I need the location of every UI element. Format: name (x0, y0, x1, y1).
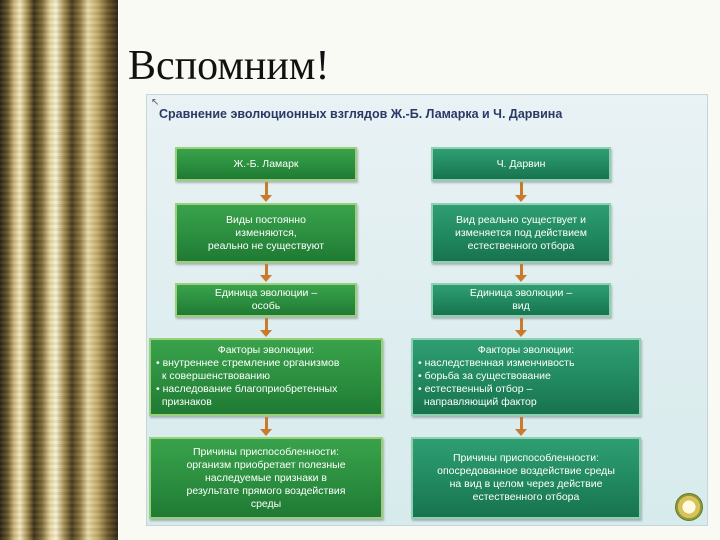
lamarck-factors-title: Факторы эволюции: (217, 344, 315, 356)
darwin-unit-line: Единица эволюции – (469, 287, 573, 299)
lamarck-adaptation-line: организм приобретает полезные (186, 458, 346, 471)
lamarck-adaptation-line: Причины приспособленности: (192, 445, 339, 458)
lamarck-header: Ж.-Б. Ламарк (233, 157, 299, 170)
lamarck-factor-line: к совершенствованию (156, 370, 270, 382)
slide-title: Вспомним! (128, 43, 330, 89)
lamarck-adaptation-line: результате прямого воздействия (186, 484, 346, 497)
lamarck-header-box (175, 147, 357, 181)
lamarck-species-line: реально не существуют (207, 239, 325, 252)
lamarck-species-line: Виды постоянно (226, 213, 306, 226)
lamarck-unit-box (175, 283, 357, 317)
lamarck-adaptation-line: наследуемые признаки в (204, 471, 328, 484)
darwin-factor-line: • наследственная изменчивость (418, 357, 575, 369)
diagram-title: Сравнение эволюционных взглядов Ж.-Б. Ламарка и Ч. Дарвина (159, 107, 563, 121)
lamarck-factor-line: признаков (156, 396, 212, 408)
darwin-adaptation-line: опосредованное воздействие среды (437, 465, 615, 477)
lamarck-adaptation-box (149, 437, 383, 519)
darwin-species-line: изменяется под действием (455, 226, 587, 239)
lamarck-species-line: изменяются, (235, 226, 297, 239)
darwin-factor-line: • борьба за существование (418, 370, 551, 382)
darwin-adaptation-line: естественного отбора (472, 491, 580, 503)
lamarck-factor-line: • внутреннее стремление организмов (156, 357, 340, 369)
darwin-header-box (431, 147, 611, 181)
lamarck-factor-line: • наследование благоприобретенных (156, 383, 338, 395)
cursor-icon: ↖ (151, 97, 160, 108)
darwin-unit-line: вид (512, 300, 530, 312)
darwin-header: Ч. Дарвин (496, 157, 546, 170)
darwin-species-line: естественного отбора (467, 239, 575, 252)
emblem-icon (675, 493, 703, 521)
lamarck-unit-line: Единица эволюции – (214, 287, 318, 299)
lamarck-adaptation-line: среды (250, 497, 282, 510)
darwin-factor-line: • естественный отбор – (418, 383, 533, 395)
darwin-species-box (431, 203, 611, 263)
lamarck-factors-box (149, 338, 383, 416)
darwin-adaptation-box (411, 437, 641, 519)
decorative-pillar (0, 0, 118, 540)
darwin-factor-line: направляющий фактор (418, 396, 537, 408)
comparison-diagram (146, 94, 708, 526)
darwin-species-line: Вид реально существует и (455, 213, 587, 226)
darwin-adaptation-line: на вид в целом через действие (449, 478, 603, 490)
darwin-adaptation-line: Причины приспособленности: (452, 452, 599, 464)
lamarck-species-box (175, 203, 357, 263)
darwin-unit-box (431, 283, 611, 317)
darwin-factors-box (411, 338, 641, 416)
lamarck-unit-line: особь (251, 300, 281, 312)
darwin-factors-title: Факторы эволюции: (477, 344, 575, 356)
